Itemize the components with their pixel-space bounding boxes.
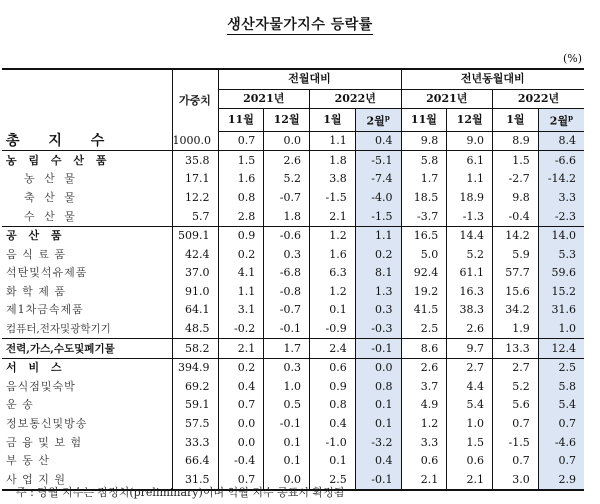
value-cell: -3.2 (355, 433, 401, 452)
header-year-2022: 2022년 (493, 89, 585, 109)
row-weight: 69.2 (172, 378, 218, 397)
value-cell: 1.1 (218, 283, 264, 302)
value-cell: -3.7 (401, 207, 447, 226)
value-cell: 3.3 (401, 433, 447, 452)
value-cell: 1.5 (218, 151, 264, 170)
value-cell: 0.7 (538, 415, 584, 434)
value-cell: 5.8 (538, 378, 584, 397)
unit-label: (%) (562, 52, 582, 65)
value-cell: 0.7 (493, 415, 539, 434)
table-row (2, 170, 584, 189)
row-label: 사 업 지 원 (2, 471, 172, 491)
value-cell: 0.6 (401, 452, 447, 471)
value-cell: 41.5 (401, 301, 447, 320)
value-cell: 0.0 (218, 433, 264, 452)
row-weight: 91.0 (172, 283, 218, 302)
row-label: 축 산 물 (2, 189, 172, 208)
value-cell: 0.7 (218, 131, 264, 151)
row-label: 부 동 산 (2, 452, 172, 471)
value-cell: 0.2 (355, 245, 401, 264)
header-month: 11월 (218, 109, 264, 132)
value-cell: -0.9 (310, 320, 356, 339)
value-cell: 3.8 (310, 170, 356, 189)
value-cell: 0.1 (355, 415, 401, 434)
row-weight: 66.4 (172, 452, 218, 471)
header-month: 12월 (447, 109, 493, 132)
value-cell: 57.7 (493, 264, 539, 283)
row-weight: 5.7 (172, 207, 218, 226)
value-cell: 3.3 (538, 189, 584, 208)
value-cell: 2.6 (401, 358, 447, 377)
footnote: 주 : 당월 지수는 잠정치(preliminary)이며 익월 지수 공표시 확정됨 (16, 486, 345, 499)
row-weight: 37.0 (172, 264, 218, 283)
value-cell: -0.8 (264, 283, 310, 302)
value-cell: 0.9 (310, 378, 356, 397)
value-cell: 2.6 (264, 151, 310, 170)
value-cell: -1.5 (310, 189, 356, 208)
value-cell: 59.6 (538, 264, 584, 283)
value-cell: 1.5 (447, 433, 493, 452)
value-cell: 0.7 (493, 452, 539, 471)
row-weight: 64.1 (172, 301, 218, 320)
header-mom: 전월대비 (218, 69, 401, 89)
value-cell: 16.3 (447, 283, 493, 302)
row-weight: 57.5 (172, 415, 218, 434)
value-cell: 2.9 (538, 471, 584, 491)
table-row (2, 245, 584, 264)
value-cell: 1.2 (310, 283, 356, 302)
value-cell: 2.1 (401, 471, 447, 491)
value-cell: 34.2 (493, 301, 539, 320)
table-body (2, 131, 584, 490)
row-label: 화 학 제 품 (2, 283, 172, 302)
value-cell: 0.9 (218, 226, 264, 245)
value-cell: -5.1 (355, 151, 401, 170)
value-cell: 9.8 (493, 189, 539, 208)
table-row (2, 264, 584, 283)
value-cell: 0.6 (447, 452, 493, 471)
value-cell: 6.3 (310, 264, 356, 283)
header-item (2, 69, 172, 131)
value-cell: 0.4 (355, 131, 401, 151)
row-weight: 59.1 (172, 396, 218, 415)
value-cell: -14.2 (538, 170, 584, 189)
value-cell: 0.4 (218, 378, 264, 397)
value-cell: 8.6 (401, 339, 447, 359)
value-cell: 0.3 (355, 301, 401, 320)
row-label: 제1차금속제품 (2, 301, 172, 320)
value-cell: 3.0 (493, 471, 539, 491)
ppi-table (2, 68, 584, 491)
table-row (2, 415, 584, 434)
row-label: 컴퓨터,전자및광학기기 (2, 320, 172, 339)
table-row (2, 339, 584, 359)
value-cell: 8.9 (493, 131, 539, 151)
value-cell: 0.0 (355, 358, 401, 377)
value-cell: 0.1 (310, 452, 356, 471)
value-cell: 1.1 (310, 131, 356, 151)
row-weight: 12.2 (172, 189, 218, 208)
value-cell: 0.8 (355, 378, 401, 397)
value-cell: 1.6 (218, 170, 264, 189)
value-cell: 0.2 (218, 245, 264, 264)
table-row (2, 396, 584, 415)
value-cell: -6.6 (538, 151, 584, 170)
value-cell: 0.6 (310, 358, 356, 377)
table-row (2, 283, 584, 302)
table-row (2, 226, 584, 245)
value-cell: 3.1 (218, 301, 264, 320)
row-weight: 58.2 (172, 339, 218, 359)
header-month-preliminary: 2월$^p$ (355, 109, 401, 132)
value-cell: 2.7 (447, 358, 493, 377)
row-label: 서 비 스 (2, 358, 172, 377)
value-cell: 1.2 (310, 226, 356, 245)
value-cell: 0.7 (218, 471, 264, 491)
value-cell: 0.2 (218, 358, 264, 377)
value-cell: 14.4 (447, 226, 493, 245)
value-cell: 0.0 (218, 415, 264, 434)
value-cell: 1.7 (264, 339, 310, 359)
value-cell: 5.2 (447, 245, 493, 264)
row-label: 금 융 및 보 험 (2, 433, 172, 452)
table-row (2, 433, 584, 452)
value-cell: 8.1 (355, 264, 401, 283)
value-cell: -1.5 (493, 433, 539, 452)
row-weight: 509.1 (172, 226, 218, 245)
value-cell: -0.6 (264, 226, 310, 245)
value-cell: 16.5 (401, 226, 447, 245)
table-row (2, 151, 584, 170)
value-cell: 0.0 (264, 471, 310, 491)
value-cell: 18.5 (401, 189, 447, 208)
value-cell: -0.4 (218, 452, 264, 471)
value-cell: 61.1 (447, 264, 493, 283)
value-cell: 5.8 (401, 151, 447, 170)
value-cell: -2.7 (493, 170, 539, 189)
value-cell: 1.2 (401, 415, 447, 434)
value-cell: 4.1 (218, 264, 264, 283)
value-cell: 4.4 (447, 378, 493, 397)
value-cell: -0.7 (264, 189, 310, 208)
value-cell: 5.4 (538, 396, 584, 415)
row-weight: 1000.0 (172, 131, 218, 151)
table-row (2, 189, 584, 208)
value-cell: 1.0 (447, 415, 493, 434)
value-cell: 1.5 (493, 151, 539, 170)
header-yoy: 전년동월대비 (401, 69, 584, 89)
value-cell: -0.1 (264, 320, 310, 339)
value-cell: 0.4 (355, 452, 401, 471)
value-cell: 12.4 (538, 339, 584, 359)
row-weight: 31.5 (172, 471, 218, 491)
value-cell: 2.5 (401, 320, 447, 339)
value-cell: 1.3 (355, 283, 401, 302)
row-label: 농 산 물 (2, 170, 172, 189)
value-cell: -4.0 (355, 189, 401, 208)
table-row (2, 131, 584, 151)
value-cell: 5.0 (401, 245, 447, 264)
value-cell: 1.7 (401, 170, 447, 189)
value-cell: 9.7 (447, 339, 493, 359)
value-cell: 2.7 (493, 358, 539, 377)
table-row (2, 320, 584, 339)
row-label: 음식점및숙박 (2, 378, 172, 397)
header-year-2021: 2021년 (401, 89, 493, 109)
row-label: 정보통신및방송 (2, 415, 172, 434)
value-cell: 1.8 (264, 207, 310, 226)
row-weight: 48.5 (172, 320, 218, 339)
value-cell: 2.5 (310, 471, 356, 491)
value-cell: 0.4 (310, 415, 356, 434)
value-cell: 0.0 (264, 131, 310, 151)
value-cell: -0.1 (355, 339, 401, 359)
header-month: 12월 (264, 109, 310, 132)
value-cell: -2.3 (538, 207, 584, 226)
value-cell: 5.9 (493, 245, 539, 264)
value-cell: 14.0 (538, 226, 584, 245)
value-cell: 14.2 (493, 226, 539, 245)
value-cell: -0.4 (493, 207, 539, 226)
value-cell: -7.4 (355, 170, 401, 189)
value-cell: 9.0 (447, 131, 493, 151)
header-month-preliminary: 2월$^p$ (538, 109, 584, 132)
row-label: 음 식 료 품 (2, 245, 172, 264)
row-label: 공 산 품 (2, 226, 172, 245)
value-cell: 2.1 (310, 207, 356, 226)
value-cell: 4.9 (401, 396, 447, 415)
value-cell: 18.9 (447, 189, 493, 208)
value-cell: 3.7 (401, 378, 447, 397)
row-label: 수 산 물 (2, 207, 172, 226)
value-cell: 0.3 (264, 358, 310, 377)
value-cell: 1.1 (355, 226, 401, 245)
row-label: 전력,가스,수도및폐기물 (2, 339, 172, 359)
value-cell: 5.4 (447, 396, 493, 415)
value-cell: 31.6 (538, 301, 584, 320)
value-cell: -0.1 (355, 471, 401, 491)
value-cell: 0.1 (264, 452, 310, 471)
row-label: 석탄및석유제품 (2, 264, 172, 283)
header-weight: 가중치 (172, 69, 218, 131)
header-year-2021: 2021년 (218, 89, 310, 109)
value-cell: 2.4 (310, 339, 356, 359)
value-cell: 0.1 (264, 433, 310, 452)
value-cell: 2.8 (218, 207, 264, 226)
header-month: 11월 (401, 109, 447, 132)
table-row (2, 301, 584, 320)
header-month: 1월 (310, 109, 356, 132)
value-cell: -0.3 (355, 320, 401, 339)
value-cell: -1.3 (447, 207, 493, 226)
value-cell: -1.0 (310, 433, 356, 452)
value-cell: 1.0 (538, 320, 584, 339)
row-weight: 33.3 (172, 433, 218, 452)
value-cell: 2.1 (218, 339, 264, 359)
value-cell: 1.6 (310, 245, 356, 264)
value-cell: 2.5 (538, 358, 584, 377)
row-label: 운 송 (2, 396, 172, 415)
value-cell: 92.4 (401, 264, 447, 283)
value-cell: 1.9 (493, 320, 539, 339)
value-cell: -0.1 (264, 415, 310, 434)
value-cell: 0.1 (310, 301, 356, 320)
table-row (2, 378, 584, 397)
row-label: 농 림 수 산 품 (2, 151, 172, 170)
header-month: 1월 (493, 109, 539, 132)
header-year-2022: 2022년 (310, 89, 402, 109)
page-title: 생산자물가지수 등락률 (227, 17, 373, 33)
value-cell: 5.2 (264, 170, 310, 189)
value-cell: -4.6 (538, 433, 584, 452)
table-row (2, 452, 584, 471)
value-cell: 0.3 (264, 245, 310, 264)
table-row (2, 358, 584, 377)
value-cell: 9.8 (401, 131, 447, 151)
value-cell: 38.3 (447, 301, 493, 320)
value-cell: 1.1 (447, 170, 493, 189)
value-cell: 1.0 (264, 378, 310, 397)
row-weight: 394.9 (172, 358, 218, 377)
value-cell: 0.7 (538, 452, 584, 471)
table-row (2, 207, 584, 226)
row-weight: 35.8 (172, 151, 218, 170)
value-cell: -6.8 (264, 264, 310, 283)
row-weight: 42.4 (172, 245, 218, 264)
value-cell: 6.1 (447, 151, 493, 170)
value-cell: 13.3 (493, 339, 539, 359)
value-cell: 0.5 (264, 396, 310, 415)
value-cell: -0.2 (218, 320, 264, 339)
value-cell: 8.4 (538, 131, 584, 151)
value-cell: 0.8 (310, 396, 356, 415)
value-cell: 2.6 (447, 320, 493, 339)
value-cell: -1.5 (355, 207, 401, 226)
row-label: 총 지 수 (2, 131, 172, 151)
value-cell: 2.1 (447, 471, 493, 491)
value-cell: 5.2 (493, 378, 539, 397)
value-cell: 15.6 (493, 283, 539, 302)
value-cell: 5.6 (493, 396, 539, 415)
value-cell: 19.2 (401, 283, 447, 302)
value-cell: 0.7 (218, 396, 264, 415)
value-cell: 0.1 (355, 396, 401, 415)
value-cell: -0.7 (264, 301, 310, 320)
value-cell: 1.8 (310, 151, 356, 170)
row-weight: 17.1 (172, 170, 218, 189)
value-cell: 5.3 (538, 245, 584, 264)
value-cell: 0.8 (218, 189, 264, 208)
value-cell: 15.2 (538, 283, 584, 302)
